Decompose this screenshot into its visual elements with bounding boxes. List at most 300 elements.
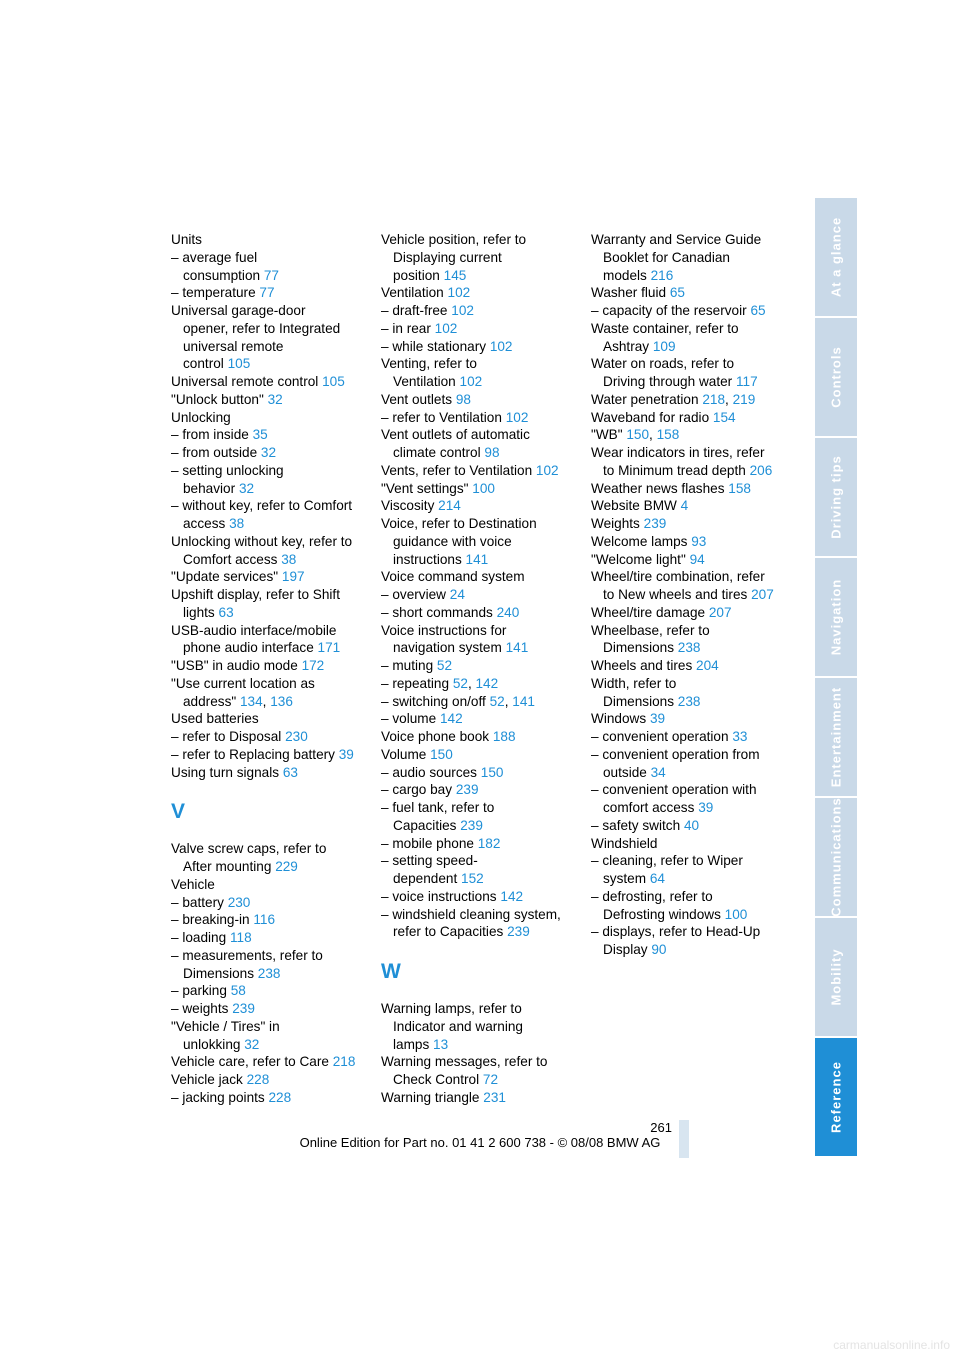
entry-term-continuation: Dimensions 238 [603,640,701,656]
page-reference-link[interactable]: 39 [338,746,354,762]
entry-term: – switching on/off 52, 141 [381,693,535,709]
entry-term-continuation: Check Control 72 [393,1072,499,1087]
sidebar-tab-communications[interactable] [815,798,857,918]
entry-term-continuation: unlokking 32 [183,1036,260,1052]
index-entry [171,249,369,285]
index-entry [171,1071,369,1089]
index-entry [171,710,369,728]
index-entry [381,462,579,480]
index-entry [591,817,789,835]
index-entry [591,320,789,356]
entry-term: – in rear 102 [381,320,458,336]
page-reference-link[interactable]: 102 [535,462,559,478]
entry-term: – fuel tank, refer to [381,800,495,815]
page-reference-link[interactable]: 206 [749,462,773,478]
index-entry [591,355,789,391]
entry-term-continuation: models 216 [603,267,674,283]
entry-term: – weights 239 [171,1001,255,1016]
entry-term: – displays, refer to Head-Up [591,924,761,940]
index-entry [171,657,369,675]
index-entry [171,462,369,498]
index-entry [171,622,369,658]
sidebar-tab-driving-tips[interactable] [815,438,857,558]
entry-term-continuation: to New wheels and tires 207 [603,587,774,602]
index-entry [171,586,369,622]
entry-term: "WB" 150, 158 [591,427,680,443]
index-entry [171,746,369,764]
entry-term: – convenient operation with [591,782,757,798]
page-reference-link[interactable]: 158 [728,480,751,496]
entry-term: – short commands 240 [381,604,520,620]
entry-term-continuation: Ventilation 102 [393,374,483,389]
entry-term-continuation: consumption 77 [183,267,279,283]
entry-term: – cargo bay 239 [381,782,479,798]
index-entry [171,840,369,876]
page-reference-link[interactable]: 218 [332,1054,356,1070]
entry-term: Warning triangle 231 [381,1089,506,1105]
page-reference-link[interactable]: 35 [252,427,268,443]
page-reference-link[interactable]: 38 [229,516,245,531]
entry-term: – setting unlocking [171,462,284,478]
entry-term: Welcome lamps 93 [591,533,707,549]
page-reference-link[interactable]: 39 [698,800,714,815]
index-entry [381,480,579,498]
index-entry [171,302,369,373]
sidebar-tab-at-a-glance[interactable] [815,198,857,318]
index-entry [381,302,579,320]
entry-term: Wheel/tire combination, refer [591,569,765,585]
page-reference-link[interactable]: 40 [683,817,700,833]
entry-term: – repeating 52, 142 [381,675,499,691]
page-reference-link[interactable]: 228 [246,1072,270,1087]
entry-term: – temperature 77 [171,285,275,301]
entry-term: – loading 118 [171,930,252,945]
page-reference-link[interactable]: 52 [489,693,505,709]
index-entry [381,391,579,409]
entry-term-continuation: access 38 [183,516,245,531]
entry-term: Waste container, refer to [591,320,739,336]
page-reference-link[interactable]: 214 [438,498,461,514]
entry-term: Windows 39 [591,711,666,727]
index-entry [381,338,579,356]
index-entry [381,320,579,338]
entry-term: Weather news flashes 158 [591,480,751,496]
index-entry [591,231,789,284]
entry-term: – refer to Disposal 230 [171,729,308,744]
index-entry [381,657,579,675]
entry-term-continuation: system 64 [603,871,665,886]
page-reference-link[interactable]: 105 [227,356,251,372]
entry-term: Voice command system [381,569,525,585]
page-reference-link[interactable]: 152 [461,871,484,886]
index-entry [381,604,579,622]
index-entry [591,604,789,622]
entry-term: Vent outlets 98 [381,391,471,407]
entry-term: – from inside 35 [171,427,268,443]
page-reference-link[interactable]: 94 [689,551,705,567]
entry-term: – audio sources 150 [381,764,504,780]
index-column-1 [171,231,369,1107]
entry-term: – without key, refer to Comfort [171,498,353,514]
page-reference-link[interactable]: 238 [257,965,281,981]
index-entry [381,888,579,906]
page-reference-link[interactable]: 238 [677,693,701,709]
entry-term-continuation: phone audio interface 171 [183,640,341,656]
entry-term: Viscosity 214 [381,498,461,514]
entry-term-continuation: After mounting 229 [183,859,298,874]
index-entry [381,231,579,284]
page-reference-link[interactable]: 158 [656,427,680,443]
entry-term: Wheel/tire damage 207 [591,604,732,620]
index-entry [381,586,579,604]
entry-term: Water on roads, refer to [591,356,735,372]
entry-term-continuation: behavior 32 [183,480,255,496]
entry-term: Using turn signals 63 [171,764,298,780]
index-entry [591,480,789,498]
index-entry [381,746,579,764]
page-reference-link[interactable]: 207 [708,604,732,620]
index-entry [591,533,789,551]
entry-term: Venting, refer to [381,356,477,372]
entry-term: – volume 142 [381,711,463,727]
entry-term: Wheelbase, refer to [591,622,710,638]
index-entry [171,894,369,912]
index-entry [591,675,789,711]
page-reference-link[interactable]: 145 [443,267,467,283]
entry-term-continuation: dependent 152 [393,871,484,886]
page-reference-link[interactable]: 4 [680,498,689,514]
entry-term: Vent outlets of automatic [381,427,530,443]
page-reference-link[interactable]: 188 [492,729,516,744]
entry-term: Volume 150 [381,746,453,762]
entry-term-continuation: guidance with voice [393,533,512,549]
edition-footer: Online Edition for Part no. 01 41 2 600 738 - © 08/08 BMW AG [299,1135,661,1150]
page-reference-link[interactable]: 171 [317,640,341,656]
entry-term: Warranty and Service Guide [591,232,762,247]
page-reference-link[interactable]: 231 [483,1089,506,1105]
page-reference-link[interactable]: 204 [696,658,719,673]
entry-term: – setting speed- [381,853,478,869]
page-reference-link[interactable]: 32 [238,480,255,496]
index-entry [591,746,789,782]
page-reference-link[interactable]: 228 [268,1089,292,1105]
page-reference-link[interactable]: 172 [301,658,325,673]
page-reference-link[interactable]: 34 [650,764,666,780]
entry-term: Wear indicators in tires, refer [591,445,765,460]
index-entry [591,888,789,924]
page-number: 261 [650,1120,672,1135]
index-entry [591,426,789,444]
sidebar-tab-label: Mobility [828,948,844,1006]
sidebar-tab-label: Controls [828,346,844,408]
page-reference-link[interactable]: 238 [677,640,701,656]
entry-term: Unlocking without key, refer to [171,533,353,549]
entry-term: – defrosting, refer to [591,888,713,904]
entry-term: Voice instructions for [381,622,507,638]
index-entry [381,1053,579,1089]
entry-term-continuation: Defrosting windows 100 [603,906,748,922]
index-entry [591,728,789,746]
index-entry [171,947,369,983]
entry-term: Upshift display, refer to Shift [171,587,340,602]
entry-term: Warning lamps, refer to [381,1001,522,1016]
index-entry [171,533,369,569]
page-reference-link[interactable]: 182 [477,835,501,851]
entry-term: "USB" in audio mode 172 [171,658,325,673]
page-reference-link[interactable]: 102 [434,320,458,336]
page-reference-link[interactable]: 116 [253,912,276,928]
entry-term-continuation: Dimensions 238 [183,965,281,981]
page-reference-link[interactable]: 239 [232,1001,255,1016]
entry-term: "Update services" 197 [171,569,305,585]
page-reference-link[interactable]: 52 [452,675,468,691]
index-entry [591,781,789,817]
index-entry [381,497,579,515]
entry-term: Voice, refer to Destination [381,516,537,531]
entry-term-continuation: lamps 13 [393,1036,449,1052]
entry-term: – capacity of the reservoir 65 [591,303,766,318]
page-reference-link[interactable]: 64 [649,871,665,886]
entry-term: Waveband for radio 154 [591,409,736,425]
index-entry [591,515,789,533]
entry-term: – safety switch 40 [591,817,700,833]
index-entry [381,355,579,391]
page-reference-link[interactable]: 77 [259,285,275,301]
page-reference-link[interactable]: 142 [439,711,463,727]
page-reference-link[interactable]: 100 [724,906,748,922]
index-entry [381,426,579,462]
index-entry [171,1018,369,1054]
page-reference-link[interactable]: 239 [455,782,479,798]
entry-term: – from outside 32 [171,445,277,460]
page-reference-link[interactable]: 58 [230,983,246,999]
index-entry [381,622,579,658]
entry-term-continuation: position 145 [393,267,467,283]
index-entry [171,444,369,462]
entry-term: "Vent settings" 100 [381,480,495,496]
sidebar-tab-mobility[interactable] [815,918,857,1038]
entry-term: Units [171,232,202,247]
entry-term: Universal garage-door [171,303,306,318]
page-reference-link[interactable]: 65 [669,285,685,301]
entry-term: – cleaning, refer to Wiper [591,853,743,869]
page-reference-link[interactable]: 150 [430,746,453,762]
index-entry [381,409,579,427]
index-column-3 [591,231,789,959]
page-reference-link[interactable]: 102 [489,338,513,354]
entry-term-continuation: Capacities 239 [393,817,483,833]
page-reference-link[interactable]: 39 [649,711,666,727]
entry-term: "Vehicle / Tires" in [171,1018,280,1034]
page-reference-link[interactable]: 219 [732,391,756,407]
page-reference-link[interactable]: 150 [480,764,504,780]
page-reference-link[interactable]: 98 [484,445,500,460]
page-reference-link[interactable]: 77 [263,267,279,283]
page-reference-link[interactable]: 118 [229,930,252,945]
index-entry [591,835,789,853]
page-reference-link[interactable]: 90 [651,942,667,957]
page-reference-link[interactable]: 150 [626,427,650,443]
entry-term-continuation: universal remote [183,338,284,354]
entry-term: Valve screw caps, refer to [171,841,327,857]
index-entry [381,284,579,302]
page-reference-link[interactable]: 229 [275,859,298,874]
index-entry [171,497,369,533]
page-reference-link[interactable]: 142 [475,675,499,691]
entry-term-continuation: Indicator and warning [393,1018,523,1034]
page-reference-link[interactable]: 38 [281,551,297,567]
index-entry [171,231,369,249]
index-entry [171,929,369,947]
page-reference-link[interactable]: 154 [712,409,736,425]
entry-term: – muting 52 [381,658,453,673]
index-entry [591,409,789,427]
entry-term: – voice instructions 142 [381,888,524,904]
page-reference-link[interactable]: 93 [691,533,707,549]
entry-term-continuation: lights 63 [183,604,234,620]
index-entry [381,781,579,799]
page-reference-link[interactable]: 32 [267,391,283,407]
sidebar-tab-label: Reference [828,1061,844,1133]
index-entry [591,568,789,604]
page-reference-link[interactable]: 102 [505,409,529,425]
page-reference-link[interactable]: 98 [455,391,471,407]
entry-term-continuation: Dimensions 238 [603,693,701,709]
chapter-sidebar [815,198,857,1158]
entry-term: Washer fluid 65 [591,285,685,301]
page-reference-link[interactable]: 216 [650,267,674,283]
page-reference-link[interactable]: 134 [239,693,263,709]
page-reference-link[interactable]: 52 [436,658,453,673]
entry-term: – while stationary 102 [381,338,513,354]
entry-term-continuation: Displaying current [393,249,502,265]
index-entry [591,923,789,959]
page-reference-link[interactable]: 230 [285,729,308,744]
page-reference-link[interactable]: 207 [751,587,774,602]
page-reference-link[interactable]: 142 [500,888,524,904]
index-entry [171,675,369,711]
page-reference-link[interactable]: 33 [732,729,748,744]
entry-term-continuation: control 105 [183,356,251,372]
page-reference-link[interactable]: 32 [244,1036,260,1052]
index-entry [381,906,579,942]
index-entry [381,728,579,746]
entry-term: Vehicle [171,876,215,892]
page-reference-link[interactable]: 117 [735,374,758,389]
index-entry [171,876,369,894]
page-reference-link[interactable]: 102 [459,374,483,389]
page-reference-link[interactable]: 32 [260,445,277,460]
page-reference-link[interactable]: 65 [750,303,766,318]
sidebar-tab-navigation[interactable] [815,558,857,678]
index-entry [591,852,789,888]
entry-term: "Welcome light" 94 [591,551,705,567]
page-reference-link[interactable]: 102 [447,285,471,301]
page-reference-link[interactable]: 24 [449,587,465,602]
page-reference-link[interactable]: 63 [282,764,298,780]
page-reference-link[interactable]: 240 [496,604,520,620]
index-entry [171,764,369,782]
entry-term: – average fuel [171,249,258,265]
entry-term: "Use current location as [171,675,315,691]
entry-term: – battery 230 [171,894,251,910]
entry-term: "Unlock button" 32 [171,391,283,407]
index-letter-heading: V [171,800,186,824]
entry-term-continuation: opener, refer to Integrated [183,320,341,336]
entry-term: – refer to Ventilation 102 [381,409,529,425]
entry-term: Voice phone book 188 [381,729,516,744]
entry-term: Wheels and tires 204 [591,658,719,673]
index-entry [381,693,579,711]
page-reference-link[interactable]: 230 [227,894,251,910]
sidebar-tab-controls[interactable] [815,318,857,438]
entry-term: Universal remote control 105 [171,374,345,389]
page-reference-link[interactable]: 239 [507,924,530,940]
page-reference-link[interactable]: 239 [643,516,667,531]
index-entry [381,710,579,728]
page-reference-link[interactable]: 141 [505,640,529,656]
sidebar-tab-entertainment[interactable] [815,678,857,798]
entry-term: Unlocking [171,409,231,425]
entry-term: – breaking-in 116 [171,912,276,928]
entry-term: Vehicle jack 228 [171,1072,270,1087]
entry-term-continuation: to Minimum tread depth 206 [603,462,773,478]
page-reference-link[interactable]: 197 [281,569,305,585]
entry-term: – draft-free 102 [381,303,474,318]
index-entry [171,1053,369,1071]
entry-term: – windshield cleaning system, [381,906,561,922]
index-entry [591,622,789,658]
index-entry [381,764,579,782]
index-entry [171,982,369,1000]
index-entry [171,284,369,302]
index-entry [381,835,579,853]
index-entry [591,710,789,728]
index-entry [381,568,579,586]
page-reference-link[interactable]: 105 [322,374,345,389]
index-entry [591,284,789,302]
page-reference-link[interactable]: 72 [482,1072,499,1087]
index-entry [381,675,579,693]
entry-term-continuation: Comfort access 38 [183,551,297,567]
index-entry [171,426,369,444]
entry-term: Width, refer to [591,675,677,691]
index-entry [171,409,369,427]
page-reference-link[interactable]: 13 [433,1036,449,1052]
page-reference-link[interactable]: 109 [652,338,676,354]
entry-term: Weights 239 [591,516,667,531]
entry-term: – measurements, refer to [171,947,323,963]
entry-term: – mobile phone 182 [381,835,501,851]
page-reference-link[interactable]: 141 [512,693,535,709]
page-reference-link[interactable]: 102 [451,303,474,318]
index-entry [381,515,579,568]
page-reference-link[interactable]: 239 [460,817,483,833]
page-reference-link[interactable]: 63 [218,604,234,620]
index-entry [381,852,579,888]
entry-term-continuation: comfort access 39 [603,800,714,815]
index-entry [171,911,369,929]
page-reference-link[interactable]: 100 [472,480,495,496]
entry-term-continuation: address" 134, 136 [183,693,293,709]
page-reference-link[interactable]: 141 [465,551,489,567]
entry-term-continuation: refer to Capacities 239 [393,924,530,940]
entry-term-continuation: Driving through water 117 [603,374,758,389]
page-reference-link[interactable]: 218 [702,391,726,407]
entry-term: – overview 24 [381,587,465,602]
entry-term: – convenient operation from [591,746,760,762]
page-reference-link[interactable]: 136 [270,693,293,709]
